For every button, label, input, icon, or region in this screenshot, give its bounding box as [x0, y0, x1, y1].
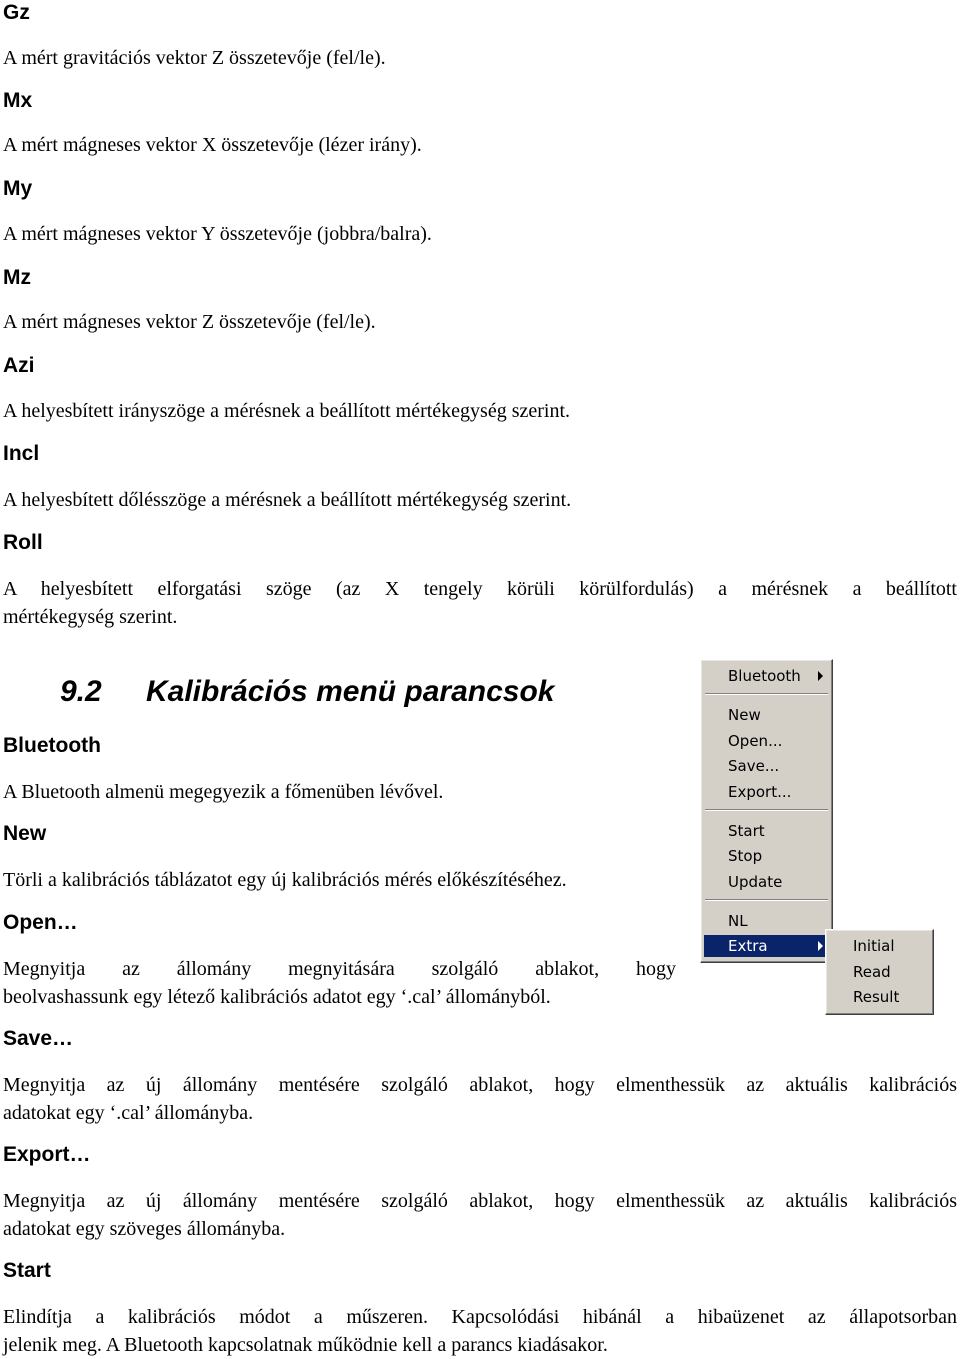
menu-separator	[705, 899, 828, 901]
menu-separator	[705, 809, 828, 811]
menu-item-label: NL	[728, 912, 748, 930]
menu-item-label: New	[728, 706, 761, 724]
submenu-item-initial[interactable]	[829, 935, 930, 957]
section-title: Kalibrációs menü parancsok	[146, 675, 555, 708]
desc-open-line: Megnyitja az állomány megnyitására szolgáló ablakot, hogy	[3, 958, 676, 980]
menu-item-stop[interactable]	[704, 845, 829, 867]
desc-my: A mért mágneses vektor Y összetevője (jobbra/balra).	[3, 223, 432, 245]
desc-new: Törli a kalibrációs táblázatot egy új kalibrációs mérés előkészítéséhez.	[3, 869, 567, 891]
submenu-item-read[interactable]	[829, 961, 930, 983]
section-number: 9.2	[60, 675, 102, 708]
submenu-arrow-icon	[818, 671, 823, 681]
desc-mx: A mért mágneses vektor X összetevője (lézer irány).	[3, 134, 422, 156]
term-new: New	[3, 822, 47, 845]
menu-separator	[705, 693, 828, 695]
desc-roll-line: mértékegység szerint.	[3, 606, 178, 628]
desc-start-line: jelenik meg. A Bluetooth kapcsolatnak működnie kell a parancs kiadásakor.	[3, 1334, 608, 1356]
menu-item-label: Start	[728, 822, 765, 840]
desc-azi: A helyesbített irányszöge a mérésnek a beállított mértékegység szerint.	[3, 400, 571, 422]
desc-incl: A helyesbített dőlésszöge a mérésnek a beállított mértékegység szerint.	[3, 489, 572, 511]
desc-export	[3, 1187, 957, 1243]
term-gz: Gz	[3, 1, 30, 24]
menu-item-label: Update	[728, 873, 783, 891]
menu-item-update[interactable]	[704, 871, 829, 893]
desc-start-line: Elindítja a kalibrációs módot a műszeren. Kapcsolódási hibánál a hibaüzenet az állapotsorban	[3, 1306, 957, 1328]
desc-bluetooth: A Bluetooth almenü megegyezik a főmenüben lévővel.	[3, 781, 444, 803]
menu-item-label: Save...	[728, 757, 780, 775]
menu-item-label: Extra	[728, 937, 768, 955]
menu-item-new[interactable]	[704, 704, 829, 726]
section-heading	[60, 674, 555, 710]
menu-item-label: Initial	[853, 937, 895, 955]
term-export: Export…	[3, 1143, 91, 1166]
extra-submenu	[825, 929, 934, 1015]
term-start: Start	[3, 1259, 51, 1282]
term-open: Open…	[3, 911, 78, 934]
desc-roll-line: A helyesbített elforgatási szöge (az X tengely körüli körülfordulás) a mérésnek a beállított	[3, 578, 957, 600]
desc-save	[3, 1071, 957, 1127]
desc-mz: A mért mágneses vektor Z összetevője (fel/le).	[3, 311, 376, 333]
menu-item-start[interactable]	[704, 820, 829, 842]
menu-item-label: Read	[853, 963, 891, 981]
menu-item-open[interactable]	[704, 730, 829, 752]
term-azi: Azi	[3, 354, 35, 377]
menu-item-nl[interactable]	[704, 910, 829, 932]
term-incl: Incl	[3, 442, 40, 465]
menu-item-extra[interactable]	[704, 935, 829, 957]
submenu-arrow-icon	[818, 941, 823, 951]
desc-roll	[3, 575, 957, 631]
desc-export-line: adatokat egy szöveges állományba.	[3, 1218, 286, 1240]
desc-export-line: Megnyitja az új állomány mentésére szolgáló ablakot, hogy elmenthessük az aktuális kalibrációs	[3, 1190, 957, 1212]
term-bluetooth: Bluetooth	[3, 734, 101, 757]
menu-item-save[interactable]	[704, 755, 829, 777]
term-my: My	[3, 177, 33, 200]
term-mz: Mz	[3, 266, 31, 289]
desc-open-line: beolvashassunk egy létező kalibrációs adatot egy ‘.cal’ állományból.	[3, 986, 551, 1008]
term-save: Save…	[3, 1027, 74, 1050]
menu-item-label: Stop	[728, 847, 763, 865]
menu-item-label: Bluetooth	[728, 667, 801, 685]
term-mx: Mx	[3, 89, 33, 112]
submenu-item-result[interactable]	[829, 986, 930, 1008]
desc-open	[3, 955, 676, 1011]
menu-item-label: Open...	[728, 732, 783, 750]
menu-item-bluetooth[interactable]	[704, 665, 829, 687]
desc-save-line: adatokat egy ‘.cal’ állományba.	[3, 1102, 254, 1124]
menu-item-label: Export...	[728, 783, 792, 801]
desc-save-line: Megnyitja az új állomány mentésére szolgáló ablakot, hogy elmenthessük az aktuális kalibrációs	[3, 1074, 957, 1096]
menu-item-export[interactable]	[704, 781, 829, 803]
menu-item-label: Result	[853, 988, 900, 1006]
calibration-menu	[700, 659, 833, 963]
term-roll: Roll	[3, 531, 43, 554]
desc-start	[3, 1303, 957, 1359]
desc-gz: A mért gravitációs vektor Z összetevője (fel/le).	[3, 47, 386, 69]
